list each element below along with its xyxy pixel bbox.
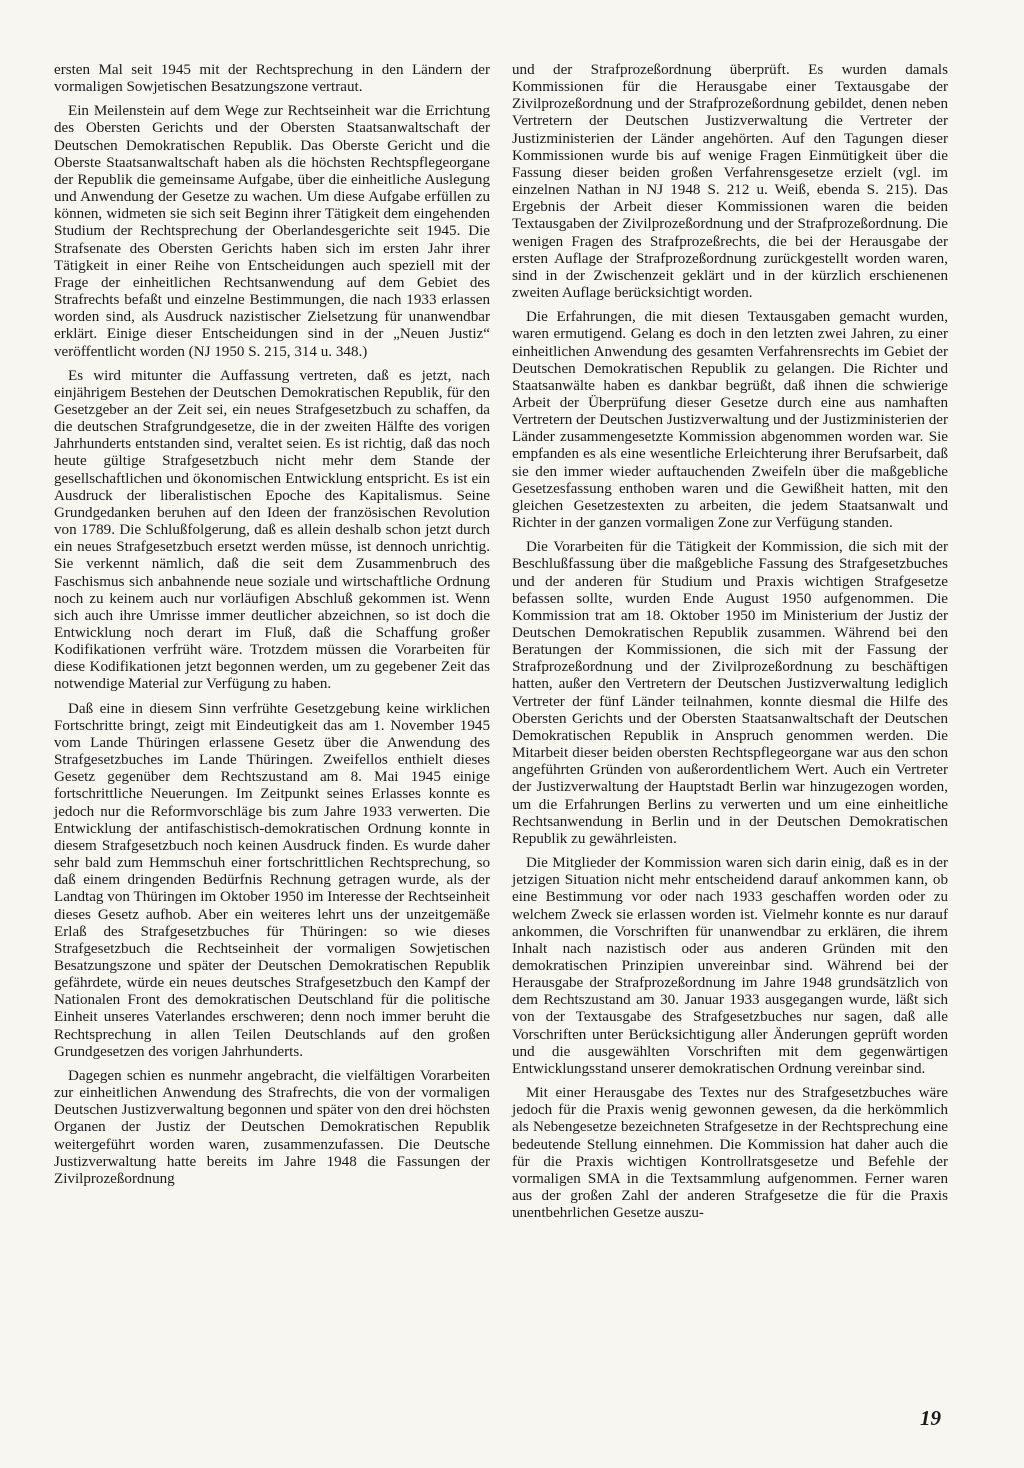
- paragraph: und der Strafprozeßordnung überprüft. Es wurden damals Kommissionen für die Herausgabe einer Textausgabe der Zivilprozeßordnung und der Strafprozeßordnung gebildet, denen neben Vertretern der Deutschen Justizverwaltung die Vertreter der Justizministerien der Länder angehörten. Auf den Tagungen dieser Kommissionen wurde bis auf wenige Fragen Einmütigkeit über die Fassung dieser beiden großen Verfahrensgesetze erzielt (vgl. im einzelnen Nathan in NJ 1948 S. 212 u. Weiß, ebenda S. 215). Das Ergebnis der Arbeit dieser Kommissionen waren die beiden Textausgaben der Zivilprozeßordnung und der Strafprozeßordnung. Die wenigen Fragen des Strafprozeßrechts, die bei der Herausgabe der ersten Auflage der Strafprozeßordnung zurückgestellt worden waren, sind in der Zwischenzeit geklärt und in der kürzlich erschienenen zweiten Auflage berücksichtigt worden.: [512, 62, 948, 302]
- paragraph: Es wird mitunter die Auffassung vertreten, daß es jetzt, nach einjährigem Bestehen der Deutschen Demokratischen Republik, für den Gesetzgeber an der Zeit sei, ein neues Strafgesetzbuch zu schaffen, da die deutschen Strafgrundgesetze, die in der zweiten Hälfte des vorigen Jahrhunderts entstanden sind, veraltet seien. Es ist richtig, daß das noch heute gültige Strafgesetzbuch nicht mehr dem Stande der gesellschaftlichen und ökonomischen Entwicklung entspricht. Es ist ein Ausdruck der liberalistischen Epoche des Kapitalismus. Seine Grundgedanken beruhen auf den Ideen der französischen Revolution von 1789. Die Schlußfolgerung, daß es allein deshalb schon jetzt durch ein neues Strafgesetzbuch ersetzt werden müsse, ist dennoch unrichtig. Sie verkennt nämlich, daß die seit dem Zusammenbruch des Faschismus sich anbahnende neue soziale und wirtschaftliche Ordnung noch zu keinem auch nur vorläufigen Abschluß gekommen ist. Wenn sich auch ihre Umrisse immer deutlicher abzeichnen, so ist doch die Entwicklung noch derart im Fluß, daß die Schaffung großer Kodifikationen verfrüht wäre. Trotzdem müssen die Vorarbeiten für diese Kodifikationen jetzt begonnen werden, um zu gegebener Zeit das notwendige Material zur Verfügung zu haben.: [54, 367, 490, 693]
- paragraph: Die Vorarbeiten für die Tätigkeit der Kommission, die sich mit der Beschlußfassung über die maßgebliche Fassung des Strafgesetzbuches und der anderen für Studium und Praxis wichtigen Strafgesetze befassen sollte, wurden Ende August 1950 aufgenommen. Die Kommission trat am 18. Oktober 1950 im Ministerium der Justiz der Deutschen Demokratischen Republik zusammen. Während bei den Beratungen der Kommissionen, die sich mit der Fassung der Strafprozeßordnung und der Zivilprozeßordnung zu beschäftigen hatten, außer den Vertretern der Deutschen Justizverwaltung lediglich Vertreter der fünf Länder teilnahmen, konnte diesmal die Hilfe des Obersten Gerichts und der Obersten Staatsanwaltschaft der Deutschen Demokratischen Republik in Anspruch genommen werden. Die Mitarbeit dieser beiden obersten Rechtspflegeorgane war aus den schon angeführten Gründen von außerordentlichem Wert. Auch ein Vertreter der Justizverwaltung der Hauptstadt Berlin war hinzugezogen worden, um die Erfahrungen Berlins zu verwerten und um eine einheitliche Rechtsanwendung in Berlin und in der Deutschen Demokratischen Republik zu gewährleisten.: [512, 539, 948, 847]
- paragraph: Die Erfahrungen, die mit diesen Textausgaben gemacht wurden, waren ermutigend. Gelang es doch in den letzten zwei Jahren, zu einer einheitlichen Anwendung des gesamten Verfahrensrechts im Gebiet der Deutschen Demokratischen Republik zu gelangen. Die Richter und Staatsanwälte haben es dankbar begrüßt, daß ihnen die schwierige Arbeit der Überprüfung dieser Gesetze durch eine aus namhaften Vertretern der Deutschen Justizverwaltung und der Justizministerien der Länder zusammengesetzte Kommission abgenommen worden war. Sie empfanden es als eine wesentliche Erleichterung ihrer Berufsarbeit, daß sie den immer wieder auftauchenden Zweifeln über die maßgebliche Gesetzesfassung enthoben waren und die Gewißheit hatten, mit den gleichen Gesetzestexten zu arbeiten, die jedem Staatsanwalt und Richter in der ganzen vormaligen Zone zur Verfügung standen.: [512, 309, 948, 532]
- paragraph: Mit einer Herausgabe des Textes nur des Strafgesetzbuches wäre jedoch für die Praxis wenig gewonnen gewesen, da die herkömmlich als Nebengesetze bezeichneten Strafgesetze in der Rechtsprechung eine bedeutende Stellung einnehmen. Die Kommission hat daher auch die für die Praxis wichtigen Kontrollratsgesetze und Befehle der vormaligen SMA in die Textsammlung aufgenommen. Ferner waren aus der großen Zahl der anderen Strafgesetze die für die Praxis unentbehrlichen Gesetze auszu-: [512, 1085, 948, 1222]
- paragraph: Daß eine in diesem Sinn verfrühte Gesetzgebung keine wirklichen Fortschritte bringt, zeigt mit Eindeutigkeit das am 1. November 1945 vom Lande Thüringen erlassene Gesetz über die Anwendung des Strafgesetzbuches im Lande Thüringen. Zweifellos enthielt dieses Gesetz gegenüber dem Rechtszustand am 8. Mai 1945 einige fortschrittliche Neuerungen. Im Zeitpunkt seines Erlasses konnte es jedoch nur die Reformvorschläge bis zum Jahre 1933 verwerten. Die Entwicklung der antifaschistisch-demokratischen Ordnung konnte in diesem Strafgesetzbuch noch keinen Ausdruck finden. Es wurde daher sehr bald zum Hemmschuh einer fortschrittlichen Rechtsprechung, so daß einem dringenden Bedürfnis Rechnung getragen wurde, als der Landtag von Thüringen im Oktober 1950 im Interesse der Rechtseinheit dieses Gesetz aufhob. Aber ein weiteres lehrt uns der unzeitgemäße Erlaß des Strafgesetzbuches für Thüringen: so wie dieses Strafgesetzbuch die Rechtseinheit der vormaligen Sowjetischen Besatzungszone und später der Deutschen Demokratischen Republik gefährdete, würde ein neues deutsches Strafgesetzbuch den Kampf der Nationalen Front des demokratischen Deutschland für die politische Einheit unseres Vaterlandes erschweren; denn noch immer beruht die Rechtsprechung in allen Teilen Deutschlands auf den großen Grundgesetzen des vorigen Jahrhunderts.: [54, 700, 490, 1060]
- page-number: 19: [920, 1406, 941, 1430]
- right-column: [512, 62, 948, 1229]
- paragraph: Die Mitglieder der Kommission waren sich darin einig, daß es in der jetzigen Situation nicht mehr entscheidend darauf ankommen kann, ob eine Bestimmung vor oder nach 1933 geschaffen worden oder zu welchem Zweck sie erlassen worden ist. Vielmehr konnte es nur darauf ankommen, die Vorschriften für unanwendbar zu erklären, die ihrem Inhalt nach nazistisch oder aus anderen Gründen mit den demokratischen Prinzipien unvereinbar sind. Während bei der Herausgabe der Strafprozeßordnung im Jahre 1948 grundsätzlich von dem Rechtszustand am 30. Januar 1933 ausgegangen wurde, läßt sich von der Textausgabe des Strafgesetzbuches nur sagen, daß alle Vorschriften unter Berücksichtigung aller Änderungen geprüft worden und die ausgewählten Vorschriften mit dem gegenwärtigen Entwicklungsstand unserer demokratischen Ordnung vereinbar sind.: [512, 855, 948, 1077]
- paragraph: Ein Meilenstein auf dem Wege zur Rechtseinheit war die Errichtung des Obersten Gerichts und der Obersten Staatsanwaltschaft der Deutschen Demokratischen Republik. Das Oberste Gericht und die Oberste Staatsanwaltschaft haben als die höchsten Rechtspflegeorgane der Republik die gemeinsame Aufgabe, über die einheitliche Auslegung und Anwendung der Gesetze zu wachen. Um diese Aufgabe erfüllen zu können, widmeten sie sich seit Beginn ihrer Tätigkeit dem eingehenden Studium der Rechtsprechung der Oberlandesgerichte seit 1945. Die Strafsenate des Obersten Gerichts haben sich im ersten Jahr ihrer Tätigkeit in einer Reihe von Entscheidungen auch speziell mit der Frage der einheitlichen Rechtsanwendung auf dem Gebiet des Strafrechts befaßt und einzelne Bestimmungen, die nach 1933 erlassen worden sind, als Ausdruck nazistischer Zielsetzung für unanwendbar erklärt. Einige dieser Entscheidungen sind in der „Neuen Justiz“ veröffentlicht worden (NJ 1950 S. 215, 314 u. 348.): [54, 103, 490, 360]
- paragraph: ersten Mal seit 1945 mit der Rechtsprechung in den Ländern der vormaligen Sowjetischen Besatzungszone vertraut.: [54, 62, 490, 96]
- left-column: [54, 62, 490, 1195]
- paragraph: Dagegen schien es nunmehr angebracht, die vielfältigen Vorarbeiten zur einheitlichen Anwendung des Strafrechts, die von der vormaligen Deutschen Justizverwaltung begonnen und später von den drei höchsten Organen der Justiz der Deutschen Demokratischen Republik weitergeführt worden waren, zusammenzufassen. Die Deutsche Justizverwaltung hatte bereits im Jahre 1948 die Fassungen der Zivilprozeßordnung: [54, 1067, 490, 1187]
